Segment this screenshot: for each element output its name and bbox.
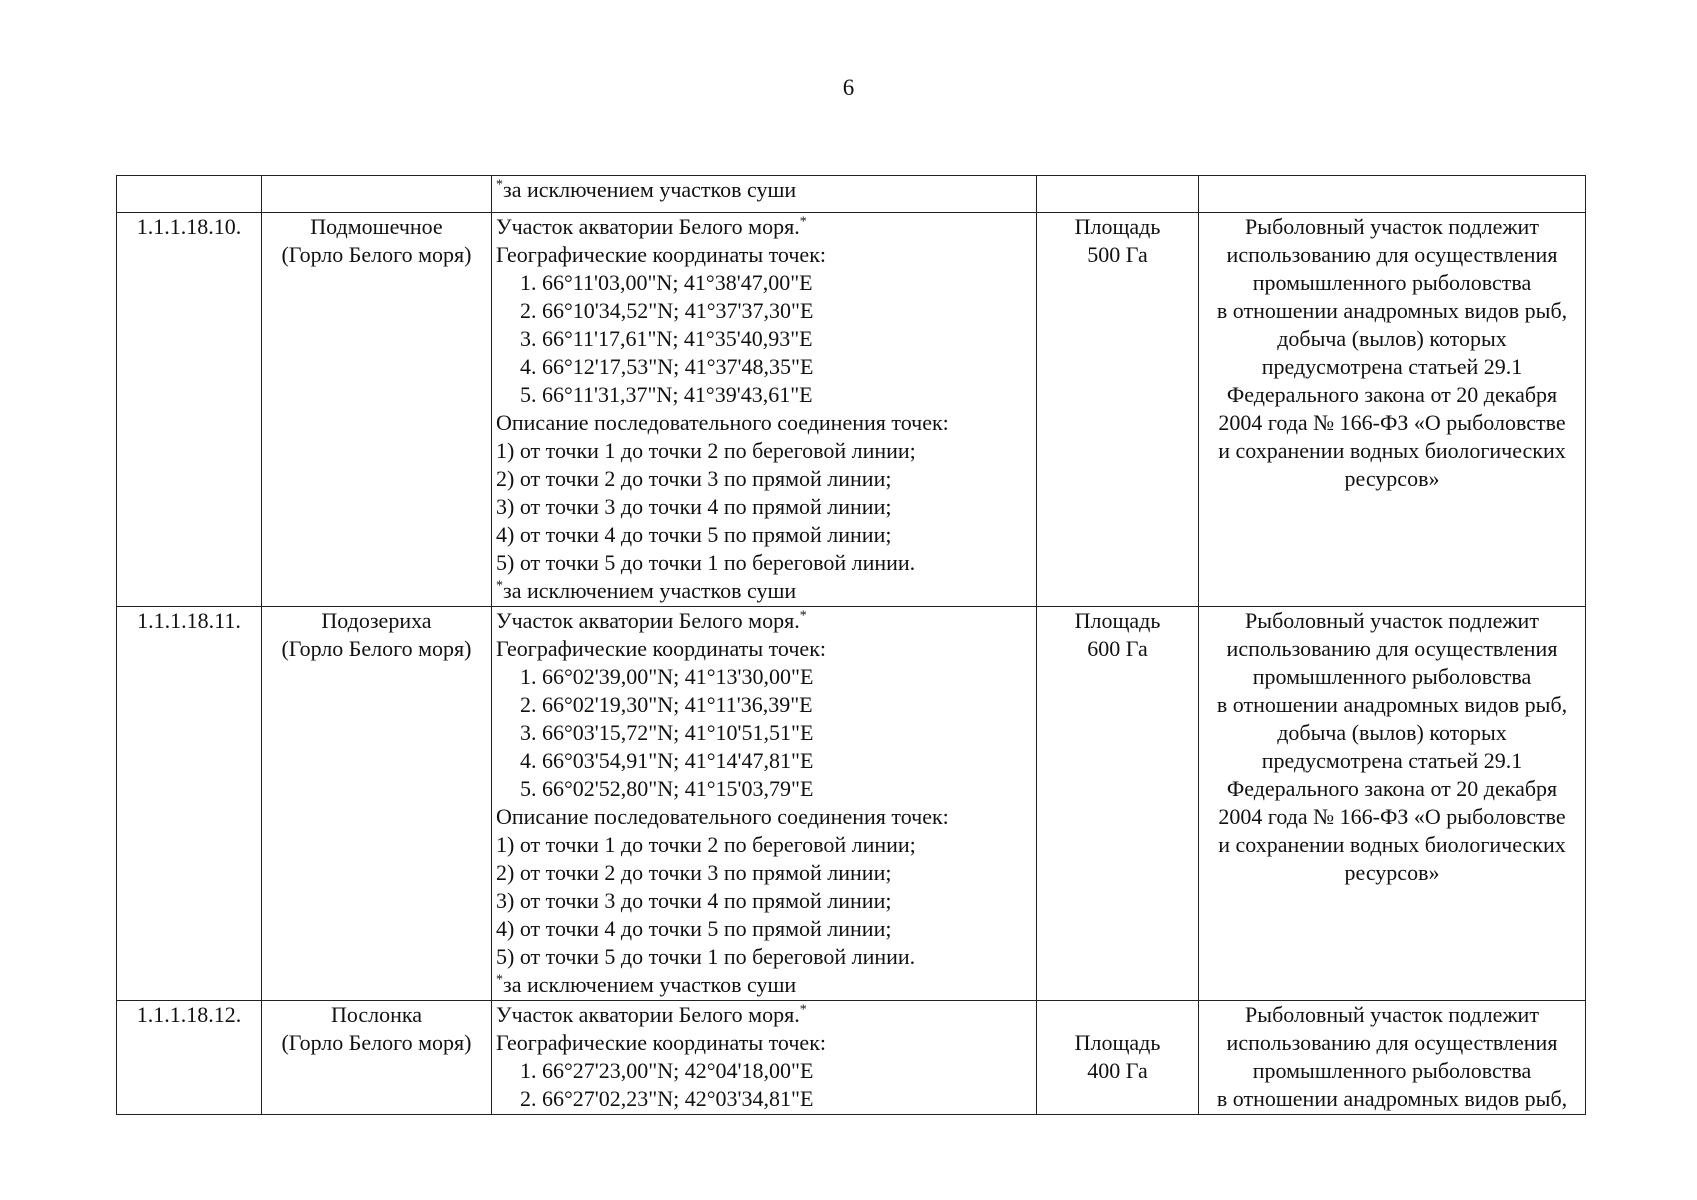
site-description	[492, 213, 1037, 607]
site-number: 1.1.1.18.12.	[117, 1001, 262, 1115]
connection-item: 2) от точки 2 до точки 3 по прямой линии;	[496, 466, 892, 491]
site-region: (Горло Белого моря)	[281, 1030, 472, 1055]
site-name: Подмошечное	[310, 214, 443, 239]
connection-item: 5) от точки 5 до точки 1 по береговой линии.	[496, 944, 916, 969]
note-line: в отношении анадромных видов рыб,	[1216, 692, 1568, 717]
site-description	[492, 607, 1037, 1001]
connection-item: 4) от точки 4 до точки 5 по прямой линии;	[496, 916, 892, 941]
coord-item: 2. 66°10'34,52"N; 41°37'37,30"E	[520, 298, 814, 323]
table-row	[117, 607, 1586, 1001]
coord-item: 2. 66°27'02,23"N; 42°03'34,81"E	[520, 1086, 814, 1111]
connection-item: 4) от точки 4 до точки 5 по прямой линии;	[496, 522, 892, 547]
table-row-continuation	[117, 176, 1586, 213]
coord-item: 4. 66°03'54,91"N; 41°14'47,81"E	[520, 748, 814, 773]
connection-item: 1) от точки 1 до точки 2 по береговой линии;	[496, 832, 916, 857]
area-label: Площадь	[1074, 1030, 1161, 1055]
table-row	[117, 1001, 1586, 1115]
area-value: 600 Га	[1087, 636, 1148, 661]
coord-item: 1. 66°27'23,00"N; 42°04'18,00"E	[520, 1058, 814, 1083]
fishing-sites-table	[116, 175, 1586, 1115]
cell-area	[1037, 176, 1199, 213]
note-line: Рыболовный участок подлежит	[1245, 214, 1539, 239]
page-number: 6	[842, 75, 855, 100]
site-note	[1199, 1001, 1586, 1115]
note-line: 2004 года № 166-ФЗ «О рыболовстве	[1218, 804, 1566, 829]
coord-item: 2. 66°02'19,30"N; 41°11'36,39"E	[520, 692, 813, 717]
cell-note	[1199, 176, 1586, 213]
note-line: использованию для осуществления	[1226, 636, 1558, 661]
cell-name	[262, 176, 492, 213]
site-area	[1037, 607, 1199, 1001]
area-title: Участок акватории Белого моря.*	[496, 608, 807, 633]
site-area	[1037, 213, 1199, 607]
note-line: ресурсов»	[1344, 466, 1440, 491]
connection-title: Описание последовательного соединения точек:	[496, 410, 949, 435]
footnote-line: *за исключением участков суши	[496, 972, 797, 997]
note-line: ресурсов»	[1344, 860, 1440, 885]
site-description	[492, 1001, 1037, 1115]
note-line: предусмотрена статьей 29.1	[1261, 354, 1523, 379]
coords-title: Географические координаты точек:	[496, 636, 826, 661]
site-region: (Горло Белого моря)	[281, 242, 472, 267]
site-note	[1199, 607, 1586, 1001]
note-line: и сохранении водных биологических	[1218, 832, 1566, 857]
note-line: предусмотрена статьей 29.1	[1261, 748, 1523, 773]
area-title: Участок акватории Белого моря.*	[496, 1002, 807, 1027]
area-value: 400 Га	[1087, 1058, 1148, 1083]
site-note	[1199, 213, 1586, 607]
note-line: и сохранении водных биологических	[1218, 438, 1566, 463]
site-region: (Горло Белого моря)	[281, 636, 472, 661]
site-number: 1.1.1.18.10.	[117, 213, 262, 607]
connection-title: Описание последовательного соединения точек:	[496, 804, 949, 829]
note-line: добыча (вылов) которых	[1277, 720, 1507, 745]
note-line: Федерального закона от 20 декабря	[1226, 382, 1558, 407]
note-line: промышленного рыболовства	[1252, 270, 1532, 295]
coords-title: Географические координаты точек:	[496, 1030, 826, 1055]
note-line: в отношении анадромных видов рыб,	[1216, 298, 1568, 323]
site-name: Послонка	[330, 1002, 423, 1027]
note-line: использованию для осуществления	[1226, 1030, 1558, 1055]
note-line: промышленного рыболовства	[1252, 1058, 1532, 1083]
footnote-line: *за исключением участков суши	[496, 578, 797, 603]
coord-item: 4. 66°12'17,53"N; 41°37'48,35"E	[520, 354, 814, 379]
site-name-cell	[262, 607, 492, 1001]
connection-item: 3) от точки 3 до точки 4 по прямой линии;	[496, 494, 892, 519]
connection-item: 1) от точки 1 до точки 2 по береговой линии;	[496, 438, 916, 463]
coord-item: 5. 66°02'52,80"N; 41°15'03,79"E	[520, 776, 814, 801]
coord-item: 1. 66°11'03,00"N; 41°38'47,00"E	[520, 270, 813, 295]
connection-item: 3) от точки 3 до точки 4 по прямой линии;	[496, 888, 892, 913]
cell-description	[492, 176, 1037, 213]
footnote-line: *за исключением участков суши	[496, 177, 797, 202]
connection-item: 5) от точки 5 до точки 1 по береговой линии.	[496, 550, 916, 575]
coord-item: 3. 66°03'15,72"N; 41°10'51,51"E	[520, 720, 814, 745]
note-line: Федерального закона от 20 декабря	[1226, 776, 1558, 801]
site-number: 1.1.1.18.11.	[117, 607, 262, 1001]
note-line: Рыболовный участок подлежит	[1245, 1002, 1539, 1027]
area-label: Площадь	[1074, 214, 1161, 239]
note-line: использованию для осуществления	[1226, 242, 1558, 267]
coord-item: 1. 66°02'39,00"N; 41°13'30,00"E	[520, 664, 814, 689]
site-name-cell	[262, 213, 492, 607]
note-line: промышленного рыболовства	[1252, 664, 1532, 689]
site-name-cell	[262, 1001, 492, 1115]
area-label: Площадь	[1074, 608, 1161, 633]
coords-title: Географические координаты точек:	[496, 242, 826, 267]
cell-number	[117, 176, 262, 213]
site-area	[1037, 1001, 1199, 1115]
note-line: 2004 года № 166-ФЗ «О рыболовстве	[1218, 410, 1566, 435]
connection-item: 2) от точки 2 до точки 3 по прямой линии;	[496, 860, 892, 885]
note-line: Рыболовный участок подлежит	[1245, 608, 1539, 633]
area-value: 500 Га	[1087, 242, 1148, 267]
area-title: Участок акватории Белого моря.*	[496, 214, 807, 239]
site-name: Подозериха	[321, 608, 432, 633]
coord-item: 5. 66°11'31,37"N; 41°39'43,61"E	[520, 382, 813, 407]
table-row	[117, 213, 1586, 607]
note-line: в отношении анадромных видов рыб,	[1216, 1086, 1568, 1111]
note-line: добыча (вылов) которых	[1277, 326, 1507, 351]
coord-item: 3. 66°11'17,61"N; 41°35'40,93"E	[520, 326, 813, 351]
